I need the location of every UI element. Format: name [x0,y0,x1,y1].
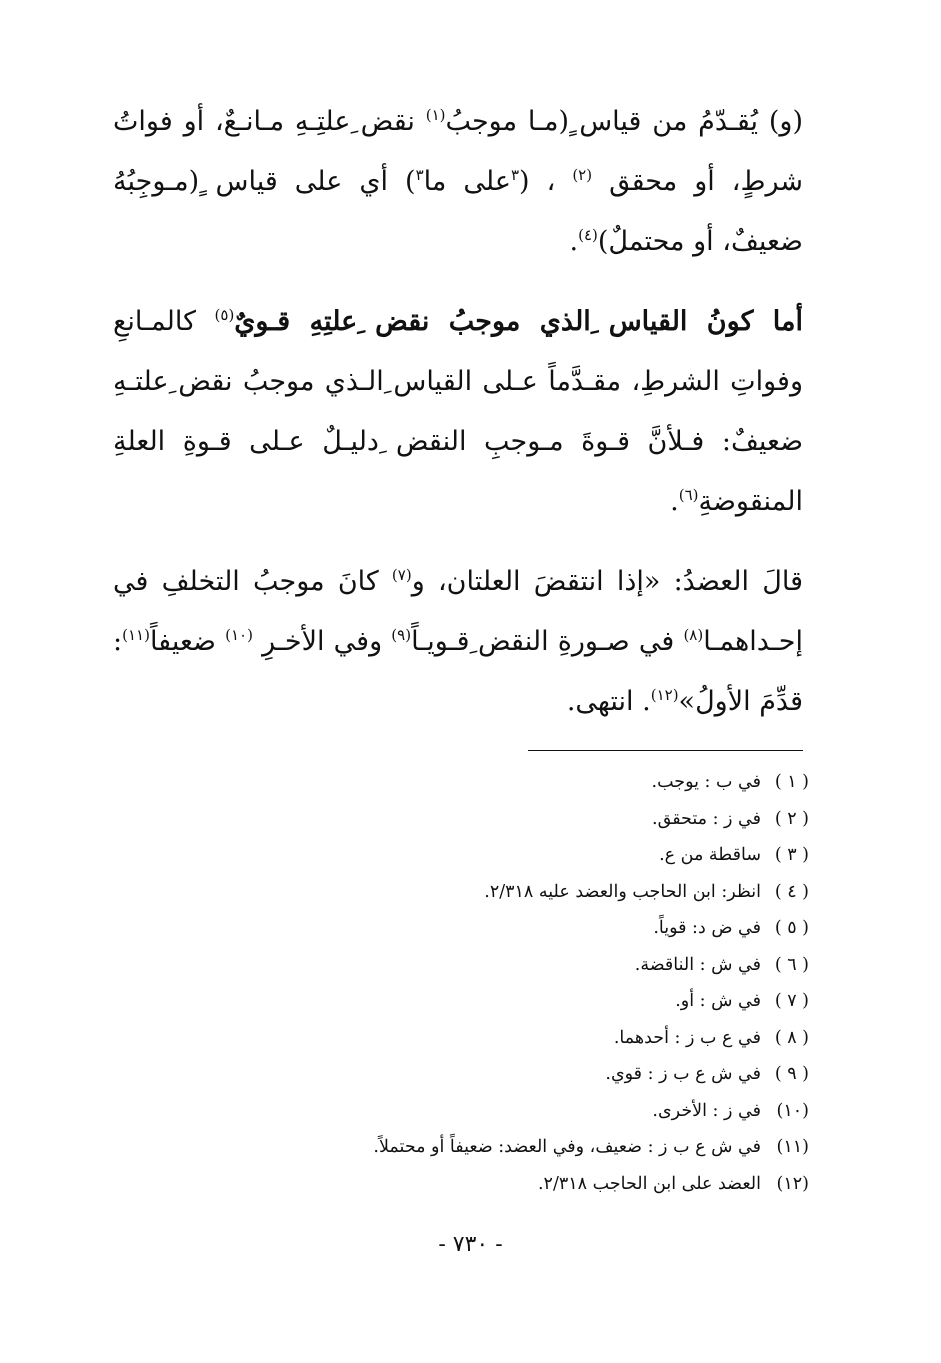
text-run: في صـورةِ النقض ِقـويـاً [411,626,684,657]
footnote-number: ( ٢ ) [774,808,809,829]
footnote-text: في ش : أو. [675,991,761,1011]
footnote-text: في ض د: قوياً. [653,918,761,938]
bold-text-run: أما كونُ القياس ِالذي موجبُ نقض ِعلتِهِ قـويٌ [234,306,804,337]
text-run: (و) يُقـدّمُ من قياس ٍ(مـا موجبُ [445,106,803,137]
text-run: كالمـانعِ وفواتِ الشرطِ، مقـدَّماً عـلى القياس ِالـذي موجبُ نقض ِعلتـهِ ضعيفٌ: فـلأنَّ قـوةَ مـوجبِ النقض ِدليـلٌ عـلى قـوةِ العلةِ المنقوضةِ [113,306,803,517]
footnote [109,1129,809,1166]
text-run: وفي الأخـرِ [252,626,392,657]
text-run: . انتهى. [566,686,651,717]
footnote [109,1020,809,1057]
footnote-number: ( ٩ ) [774,1064,809,1084]
text-run: : قدِّمَ الأولُ» [113,626,803,717]
footnote-text: في ز : متحقق. [652,808,761,829]
text-run: ضعيفاً [149,626,226,657]
footnote-text: في ز : الأخرى. [652,1100,761,1121]
footnote-text: انظر: ابن الحاجب والعضد عليه ٢/٣١٨. [484,881,761,902]
text-run: نقض ِعلتِـهِ مـانـعٌ، أو فواتُ شرطٍ، أو محقق [113,106,803,197]
footnote [109,1056,809,1093]
footnote [109,764,809,801]
footnote-reference: (١٠) [225,626,253,644]
footnote [109,801,809,838]
text-run: . [670,486,679,517]
footnote-number: (١٢) [776,1173,809,1194]
footnote-reference: (٧) [391,566,412,584]
page-number: - ٧٣٠ - [438,1232,503,1257]
footnote [109,1166,809,1203]
footnote-text: في ش : الناقضة. [634,954,761,975]
footnote [109,1093,809,1130]
footnote-reference: (١) [425,106,446,124]
footnote-reference: (١١) [122,626,150,644]
footnote-reference: (٤) [578,226,598,244]
footnote [109,983,809,1020]
main-text [113,92,803,732]
footnote-reference: (٩) [391,626,412,644]
footnote-number: ( ٦ ) [774,954,809,975]
footnote [109,837,809,874]
footnote-reference: (٨) [683,626,704,644]
footnote-number: ( ١ ) [774,772,809,792]
paragraph [113,292,803,532]
footnote-text: في ش ع ب ز : قوي. [605,1064,761,1084]
text-run: ) أي على قياس ٍ(مـوجِبُهُ ضعيفٌ، أو محتملٌ) [113,166,803,257]
footnote-text: ساقطة من ع. [659,845,761,865]
footnote-number: ( ٣ ) [774,845,809,865]
footnote [109,947,809,984]
footnote [109,874,809,911]
footnotes-list [109,764,809,1202]
footnote-reference: (٢) [572,166,593,184]
footnote-reference: ٣ [415,166,424,184]
text-run: كانَ موجبُ التخلفِ في إحـداهمـا [113,566,803,657]
footnote [109,910,809,947]
footnote-reference: (١٢) [650,686,679,704]
footnote-reference: ٣ [510,166,519,184]
text-run: ، ( [519,166,573,197]
footnote-text: في ب : يوجب. [651,772,761,792]
footnote-number: ( ٥ ) [774,918,809,938]
footnote-number: ( ٨ ) [774,1027,809,1048]
footnote-number: ( ٧ ) [774,991,809,1011]
text-run: على ما [423,166,511,197]
paragraph [113,552,803,732]
footnote-text: في ش ع ب ز : ضعيف، وفي العضد: ضعيفاً أو محتملاً. [373,1137,761,1157]
footnote-reference: (٥) [214,306,235,324]
text-run: . [569,226,579,257]
paragraph [113,92,803,272]
footnote-text: في ع ب ز : أحدهما. [613,1027,761,1048]
text-run: قالَ العضدُ: «إذا انتقضَ العلتان، و [411,566,803,597]
footnote-separator [528,750,803,751]
footnote-number: (١٠) [776,1100,809,1121]
footnote-number: ( ٤ ) [774,881,809,902]
footnote-number: (١١) [776,1137,809,1157]
footnote-reference: (٦) [678,486,699,504]
footnote-text: العضد على ابن الحاجب ٢/٣١٨. [537,1173,761,1194]
